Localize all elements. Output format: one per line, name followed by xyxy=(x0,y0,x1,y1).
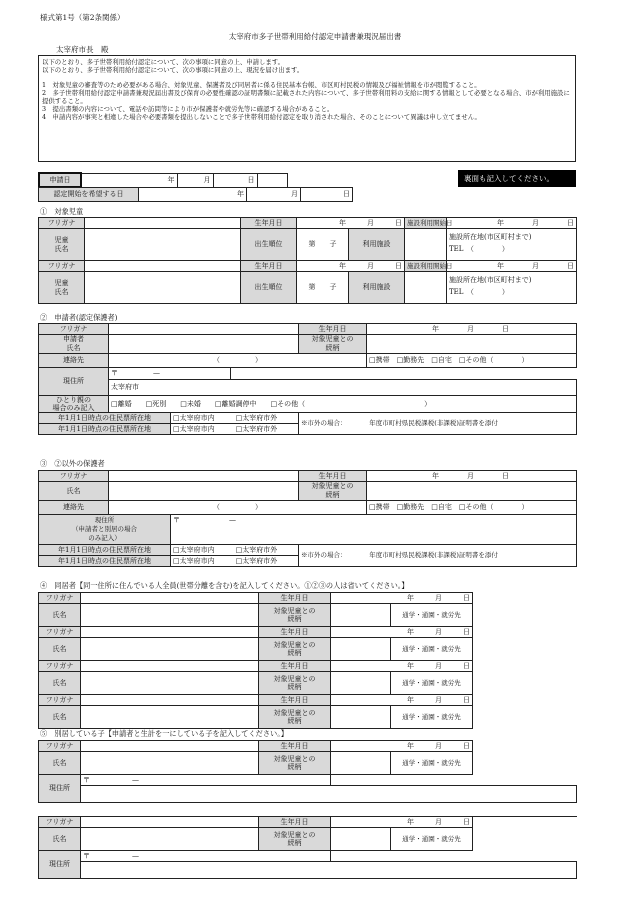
cohabitant-1-furigana-input[interactable] xyxy=(81,593,259,604)
separate-child-1-name-label: 氏名 xyxy=(39,752,81,775)
cohabitant-1-relation-input[interactable] xyxy=(331,604,391,627)
applicant-furigana-label: フリガナ xyxy=(39,324,109,335)
addressee: 太宰府市長 殿 xyxy=(56,45,109,54)
child2-furigana-input[interactable] xyxy=(85,261,241,272)
separate-child-1-status[interactable]: 通学・通園・就労先 xyxy=(391,752,473,775)
cohabitant-1-status[interactable]: 通学・通園・就労先 xyxy=(391,604,473,627)
separate-child-2-relation-label: 対象児童との 続柄 xyxy=(259,828,331,851)
cohabitant-4-furigana-label: フリガナ xyxy=(39,695,81,706)
cohabitant-1-birth-label: 生年月日 xyxy=(259,593,331,604)
child1-facility-start-input[interactable]: 年 月 日 xyxy=(447,218,577,229)
child2-name-input[interactable] xyxy=(85,272,241,304)
child1-facility-input[interactable] xyxy=(405,229,447,261)
separate-child-1-address-input[interactable] xyxy=(81,786,577,803)
cohabitant-4-birth-input[interactable]: 年 月 日 xyxy=(331,695,473,706)
separate-child-1-relation-label: 対象児童との 続柄 xyxy=(259,752,331,775)
applicant-residence-1[interactable]: □太宰府市内 □太宰府市外 xyxy=(171,413,299,424)
separate-child-2-furigana-label: フリガナ xyxy=(39,817,81,828)
separate-child-1-furigana-input[interactable] xyxy=(81,741,259,752)
consent-box xyxy=(38,55,576,162)
separate-child-1-birth-label: 生年月日 xyxy=(259,741,331,752)
consent-item-4: 4 申請内容が事実と相違した場合や必要書類を提出しないことで多子世帯利用給付認定を取り消された場合、そのことについて異議は申し立てません。 xyxy=(42,113,481,121)
guardian-residence-label-2: 年1月1日時点の住民票所在地 xyxy=(39,556,171,567)
child2-name-label: 児童 氏名 xyxy=(39,272,85,304)
child1-facility-start-label: 施設利用開始日 xyxy=(405,218,447,229)
applicant-residence-label-1: 年1月1日時点の住民票所在地 xyxy=(39,413,171,424)
cohabitant-4-name-label: 氏名 xyxy=(39,706,81,729)
application-month[interactable]: 月 xyxy=(177,173,213,187)
cohabitant-4-furigana-input[interactable] xyxy=(81,695,259,706)
start-date-label: 認定開始を希望する日 xyxy=(39,188,139,202)
cohabitant-4-relation-input[interactable] xyxy=(331,706,391,729)
section-5-heading: ⑤ 別居している子【申請者と生計を一にしている子を記入してください。】 xyxy=(40,729,288,738)
cohabitant-3-name-input[interactable] xyxy=(81,672,259,695)
applicant-name-label: 申請者 氏名 xyxy=(39,335,109,354)
separate-child-2-status[interactable]: 通学・通園・就労先 xyxy=(391,828,473,851)
start-year[interactable]: 年 xyxy=(139,188,247,202)
guardian-furigana-label: フリガナ xyxy=(39,471,109,482)
cohabitant-2-relation-label: 対象児童との 続柄 xyxy=(259,638,331,661)
applicant-relation-label: 対象児童との 続柄 xyxy=(299,335,367,354)
guardian-name-input[interactable] xyxy=(109,482,299,501)
application-day[interactable]: 日 xyxy=(213,173,257,187)
separate-child-2-birth-input[interactable]: 年 月 日 xyxy=(331,817,473,828)
guardian-residence-1[interactable]: □太宰府市内 □太宰府市外 xyxy=(171,545,299,556)
child2-facility-location[interactable]: 施設所在地(市区町村まで) TEL （ ） xyxy=(447,272,577,304)
cohabitant-2-furigana-label: フリガナ xyxy=(39,627,81,638)
applicant-relation-input[interactable] xyxy=(367,335,577,354)
household-table xyxy=(38,592,473,729)
cohabitant-1-birth-input[interactable]: 年 月 日 xyxy=(331,593,473,604)
form-number: 様式第1号（第2条関係） xyxy=(40,13,125,22)
guardian-tax-note: ※市外の場合： 年度市町村県民税課税(非課税)証明書を添付 xyxy=(299,545,577,567)
cohabitant-3-name-label: 氏名 xyxy=(39,672,81,695)
back-side-note: 裏面も記入してください。 xyxy=(458,170,576,187)
applicant-name-input[interactable] xyxy=(109,335,299,354)
guardian-relation-input[interactable] xyxy=(367,482,577,501)
applicant-residence-2[interactable]: □太宰府市内 □太宰府市外 xyxy=(171,424,299,435)
cohabitant-2-status[interactable]: 通学・通園・就労先 xyxy=(391,638,473,661)
separate-child-1-birth-input[interactable]: 年 月 日 xyxy=(331,741,473,752)
applicant-postal-input[interactable]: 〒 — xyxy=(109,368,231,380)
applicant-contact-label: 連絡先 xyxy=(39,354,109,368)
guardian-furigana-input[interactable] xyxy=(109,471,299,482)
cohabitant-3-birth-label: 生年月日 xyxy=(259,661,331,672)
start-month[interactable]: 月 xyxy=(247,188,301,202)
cohabitant-1-name-input[interactable] xyxy=(81,604,259,627)
applicant-furigana-input[interactable] xyxy=(109,324,299,335)
cohabitant-2-furigana-input[interactable] xyxy=(81,627,259,638)
application-year[interactable]: 年 xyxy=(81,173,177,187)
child2-facility-input[interactable] xyxy=(405,272,447,304)
child2-birth-input[interactable]: 年 月 日 xyxy=(297,261,405,272)
cohabitant-2-name-label: 氏名 xyxy=(39,638,81,661)
cohabitant-4-relation-label: 対象児童との 続柄 xyxy=(259,706,331,729)
start-date-table xyxy=(38,187,353,202)
separate-child-1-address-label: 現住所 xyxy=(39,775,81,803)
applicant-contact-input[interactable]: （ ） xyxy=(109,354,367,368)
child2-furigana-label: フリガナ xyxy=(39,261,85,272)
application-date-table xyxy=(38,172,288,188)
child2-birth-order-label: 出生順位 xyxy=(241,272,297,304)
guardian-name-label: 氏名 xyxy=(39,482,109,501)
cohabitant-3-relation-label: 対象児童との 続柄 xyxy=(259,672,331,695)
applicant-residence-label-2: 年1月1日時点の住民票所在地 xyxy=(39,424,171,435)
guardian-contact-label: 連絡先 xyxy=(39,501,109,515)
start-day[interactable]: 日 xyxy=(301,188,353,202)
child1-name-label: 児童 氏名 xyxy=(39,229,85,261)
form-title: 太宰府市多子世帯利用給付認定申請書兼現況届出書 xyxy=(228,32,402,41)
cohabitant-2-birth-label: 生年月日 xyxy=(259,627,331,638)
guardian-contact-type[interactable]: □携帯 □勤務先 □自宅 □その他（ ） xyxy=(367,501,577,515)
separate-child-2-name-input[interactable] xyxy=(81,828,259,851)
single-parent-label: ひとり親の 場合のみ記入 xyxy=(39,396,109,413)
separate-child-2-furigana-input[interactable] xyxy=(81,817,259,828)
guardian-contact-input[interactable]: （ ） xyxy=(109,501,367,515)
cohabitant-1-name-label: 氏名 xyxy=(39,604,81,627)
cohabitant-2-relation-input[interactable] xyxy=(331,638,391,661)
child1-birth-order-label: 出生順位 xyxy=(241,229,297,261)
applicant-tax-note: ※市外の場合： 年度市町村県民税課税(非課税)証明書を添付 xyxy=(299,413,577,435)
child1-birth-order-input[interactable]: 第 子 xyxy=(297,229,349,261)
application-date-label: 申請日 xyxy=(39,173,81,187)
target-child-table xyxy=(38,217,577,304)
child1-facility-location[interactable]: 施設所在地(市区町村まで) TEL （ ） xyxy=(447,229,577,261)
separate-child-2-address-label: 現住所 xyxy=(39,851,81,879)
section-4-heading: ④ 同居者【同一住所に住んでいる人全員(世帯分離を含む)を記入してください。①②③の人は省いてください。】 xyxy=(40,581,409,590)
cohabitant-3-birth-input[interactable]: 年 月 日 xyxy=(331,661,473,672)
child2-facility-start-input[interactable]: 年 月 日 xyxy=(447,261,577,272)
separate-child-2-birth-label: 生年月日 xyxy=(259,817,331,828)
cohabitant-4-birth-label: 生年月日 xyxy=(259,695,331,706)
child1-name-input[interactable] xyxy=(85,229,241,261)
separate-child-2-postal-input[interactable]: 〒 — xyxy=(81,851,331,862)
child1-birth-label: 生年月日 xyxy=(241,218,297,229)
cohabitant-3-relation-input[interactable] xyxy=(331,672,391,695)
guardian-birth-label: 生年月日 xyxy=(299,471,367,482)
cohabitant-3-status[interactable]: 通学・通園・就労先 xyxy=(391,672,473,695)
intro-line-apply: 以下のとおり、多子世帯利用給付認定について、次の事項に同意の上、申請します。 xyxy=(42,58,285,66)
section-3-heading: ③ ②以外の保護者 xyxy=(40,459,105,468)
guardian-address-input[interactable]: 〒 — xyxy=(171,515,577,545)
cohabitant-2-name-input[interactable] xyxy=(81,638,259,661)
child1-birth-input[interactable]: 年 月 日 xyxy=(297,218,405,229)
guardian-relation-label: 対象児童との 続柄 xyxy=(299,482,367,501)
cohabitant-1-relation-label: 対象児童との 続柄 xyxy=(259,604,331,627)
cohabitant-1-furigana-label: フリガナ xyxy=(39,593,81,604)
section-2-heading: ② 申請者(認定保護者) xyxy=(40,313,118,322)
child2-facility-label: 利用施設 xyxy=(349,272,405,304)
cohabitant-3-furigana-input[interactable] xyxy=(81,661,259,672)
consent-item-2: 2 多子世帯利用給付認定申請書兼現況届出書及び保育の必要性確認の証明書類に記載された内容について、多子世帯利用料の支給に関する情報として必要となる場合、市が利用施設に提供すること。 xyxy=(42,89,570,105)
separate-child-2-address-input[interactable] xyxy=(81,862,577,879)
other-guardian-table xyxy=(38,470,577,567)
applicant-address-input[interactable]: 太宰府市 xyxy=(109,380,577,396)
single-parent-options[interactable]: □離婚 □死別 □未婚 □離婚調停中 □その他（ ） xyxy=(109,396,577,413)
child2-birth-label: 生年月日 xyxy=(241,261,297,272)
guardian-residence-2[interactable]: □太宰府市内 □太宰府市外 xyxy=(171,556,299,567)
consent-item-3: 3 提出書類の内容について、電話や訪問等により市が保護者や就労先等に確認する場合があること。 xyxy=(42,105,334,113)
cohabitant-3-furigana-label: フリガナ xyxy=(39,661,81,672)
applicant-table xyxy=(38,323,577,435)
separate-child-2-name-label: 氏名 xyxy=(39,828,81,851)
child1-furigana-input[interactable] xyxy=(85,218,241,229)
intro-line-report: 以下のとおり、多子世帯利用給付認定について、次の事項に同意の上、現況を届け出ます。 xyxy=(42,66,304,74)
child1-facility-label: 利用施設 xyxy=(349,229,405,261)
child2-birth-order-input[interactable]: 第 子 xyxy=(297,272,349,304)
child2-facility-start-label: 施設利用開始日 xyxy=(405,261,447,272)
separate-child-1-relation-input[interactable] xyxy=(331,752,391,775)
guardian-residence-label-1: 年1月1日時点の住民票所在地 xyxy=(39,545,171,556)
separate-child-1-furigana-label: フリガナ xyxy=(39,741,81,752)
separate-child-1-name-input[interactable] xyxy=(81,752,259,775)
cohabitant-4-status[interactable]: 通学・通園・就労先 xyxy=(391,706,473,729)
cohabitant-4-name-input[interactable] xyxy=(81,706,259,729)
cohabitant-2-birth-input[interactable]: 年 月 日 xyxy=(331,627,473,638)
applicant-birth-input[interactable]: 年 月 日 xyxy=(367,324,577,335)
separate-child-1-postal-input[interactable]: 〒 — xyxy=(81,775,331,786)
applicant-birth-label: 生年月日 xyxy=(299,324,367,335)
separate-child-table xyxy=(38,740,577,879)
guardian-birth-input[interactable]: 年 月 日 xyxy=(367,471,577,482)
applicant-contact-type[interactable]: □携帯 □勤務先 □自宅 □その他（ ） xyxy=(367,354,577,368)
section-1-heading: ① 対象児童 xyxy=(40,207,84,216)
guardian-address-label: 現住所 （申請者と別居の場合 のみ記入） xyxy=(39,515,171,545)
child1-furigana-label: フリガナ xyxy=(39,218,85,229)
applicant-address-label: 現住所 xyxy=(39,368,109,396)
separate-child-2-relation-input[interactable] xyxy=(331,828,391,851)
consent-item-1: 1 対象児童の審査等のため必要がある場合、対象児童、保護者及び同居者に係る住民基本台帳、市区町村民税の情報及び福祉情報を市が閲覧すること。 xyxy=(42,81,481,89)
